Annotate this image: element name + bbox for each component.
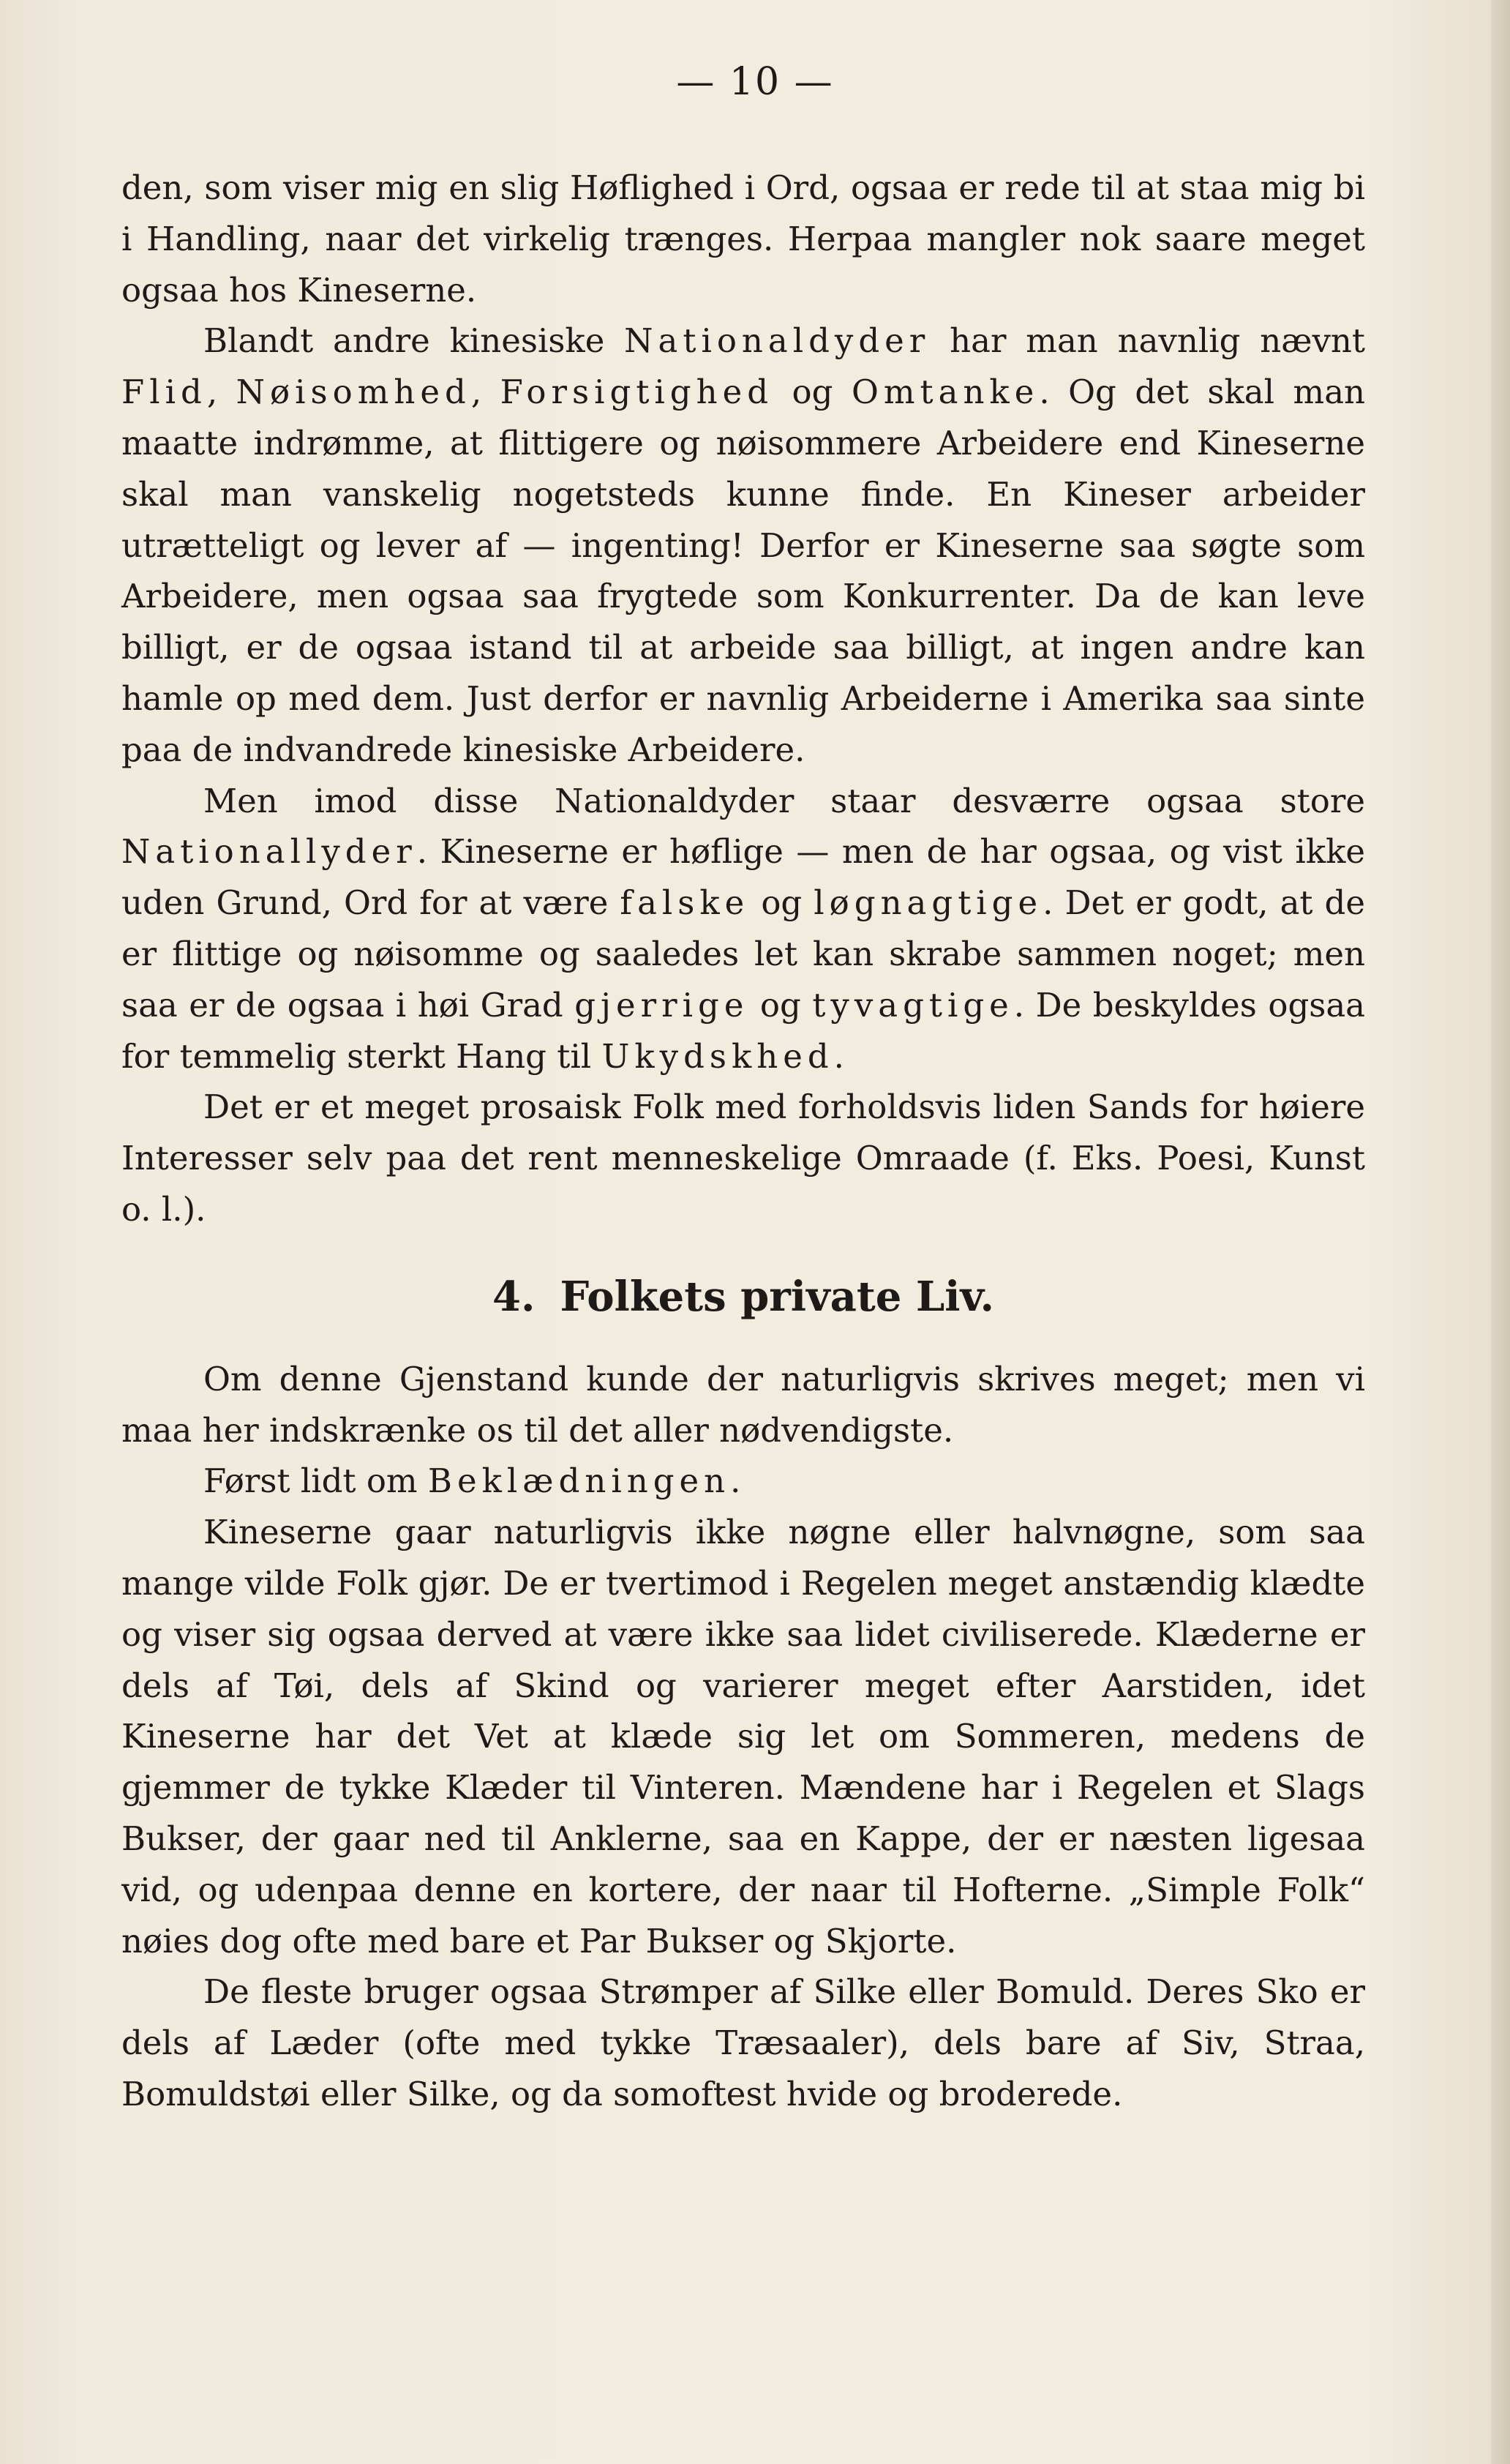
text-run: Det er et meget prosaisk Folk med forholdsvis liden Sands for høiere Interesser selv paa det rent menneskelige Omraade (f. Eks. Poesi, Kunst o. l.). — [121, 1087, 1365, 1229]
emphasized-text: Forsigtighed — [500, 372, 774, 412]
text-run: Om denne Gjenstand kunde der naturligvis skrives meget; men vi maa her indskrænke os til det aller nødvendigste. — [121, 1359, 1365, 1450]
paragraph — [121, 1082, 1365, 1235]
text-run: . Og det skal man maatte indrømme, at flittigere og nøisommere Arbeidere end Kineserne skal man vanskelig nogetsteds kunne finde. En Kineser arbeider utrætteligt og lever af — ingenting! Derfor er Kineserne saa søgte som Arbeidere, men ogsaa saa frygtede som Konkurrenter. Da de kan leve billigt, er de ogsaa istand til at arbeide saa billigt, at ingen andre kan hamle op med dem. Just derfor er navnlig Arbeiderne i Amerika saa sinte paa de indvandrede kinesiske Arbeidere. — [121, 372, 1366, 769]
emphasized-text: Beklædningen — [427, 1461, 731, 1501]
emphasized-text: Omtanke — [851, 372, 1040, 412]
section-number: 4. — [492, 1272, 536, 1321]
emphasized-text: falske — [620, 883, 750, 923]
paragraph — [121, 1507, 1365, 1966]
paragraph — [121, 1456, 1365, 1507]
paragraphs-before-heading — [121, 162, 1365, 1235]
paragraph — [121, 315, 1365, 775]
paragraph — [121, 1966, 1365, 2119]
emphasized-text: Nøisomhed — [236, 372, 471, 412]
emphasized-text: tyvagtige — [812, 985, 1014, 1025]
text-run: . Kineserne er høflige — men de har ogsaa, og vist ikke uden Grund, Ord for at være — [121, 832, 1365, 923]
text-run: den, som viser mig en slig Høflighed i Ord, ogsaa er rede til at staa mig bi i Handling, naar det virkelig trænges. Herpaa mangler nok saare meget ogsaa hos Kineserne. — [121, 168, 1365, 310]
text-run: og — [749, 883, 814, 923]
text-run: , — [470, 372, 500, 412]
emphasized-text: Nationaldyder — [624, 321, 931, 361]
text-run: Men imod disse Nationaldyder staar desværre ogsaa store — [203, 781, 1365, 820]
section-title: Folkets private Liv. — [560, 1272, 994, 1321]
text-run: . Det er godt, at de er flittige og nøisomme og saaledes let kan skrabe sammen noget; men saa er de ogsaa i høi Grad — [121, 883, 1365, 1025]
emphasized-text: Ukydskhed — [601, 1036, 834, 1076]
paragraph — [121, 776, 1365, 1082]
emphasized-text: løgnagtige — [814, 883, 1043, 923]
paragraphs-after-heading — [121, 1354, 1365, 2120]
section-heading — [121, 1267, 1365, 1326]
text-run: har man navnlig nævnt — [930, 321, 1365, 361]
emphasized-text: gjerrige — [574, 985, 749, 1025]
emphasized-text: Nationallyder — [121, 832, 417, 872]
text-run: og — [773, 372, 852, 412]
paragraph — [121, 162, 1365, 315]
text-run: . De beskyldes ogsaa for temmelig sterkt Hang til — [121, 985, 1366, 1076]
emphasized-text: Flid — [121, 372, 207, 412]
body-text — [121, 162, 1365, 2120]
text-run: og — [748, 985, 813, 1025]
text-run: De fleste bruger ogsaa Strømper af Silke eller Bomuld. Deres Sko er dels af Læder (ofte med tykke Træsaaler), dels bare af Siv, Straa, Bomuldstøi eller Silke, og da somoftest hvide og broderede. — [121, 1972, 1365, 2113]
page-number: — 10 — — [676, 60, 834, 104]
page-edge — [1491, 0, 1510, 2464]
text-run: . — [833, 1036, 844, 1076]
text-run: , — [206, 372, 236, 412]
text-run: . — [730, 1461, 741, 1501]
text-run: Først lidt om — [203, 1461, 428, 1501]
text-run: Blandt andre kinesiske — [203, 321, 625, 361]
paragraph — [121, 1354, 1365, 1456]
text-run: Kineserne gaar naturligvis ikke nøgne eller halvnøgne, som saa mange vilde Folk gjør. De er tvertimod i Regelen meget anstændig klædte og viser sig ogsaa derved at være ikke saa lidet civiliserede. Klæderne er dels af Tøi, dels af Skind og varierer meget efter Aarstiden, idet Kineserne har det Vet at klæde sig let om Sommeren, medens de gjemmer de tykke Klæder til Vinteren. Mændene har i Regelen et Slags Bukser, der gaar ned til Anklerne, saa en Kappe, der er næsten ligesaa vid, og udenpaa denne en kortere, der naar til Hofterne. „Simple Folk“ nøies dog ofte med bare et Par Bukser og Skjorte. — [121, 1513, 1365, 1961]
